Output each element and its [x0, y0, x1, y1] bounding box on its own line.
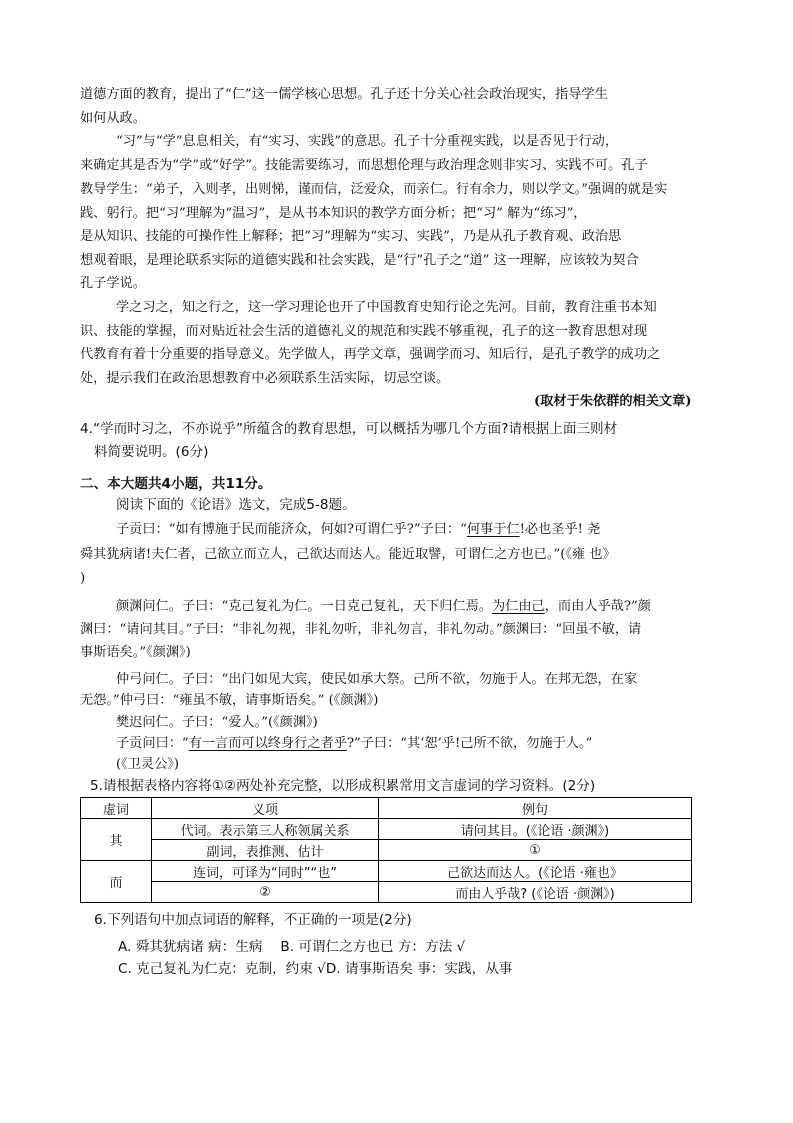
section-instruction: 阅读下面的《论语》选文，完成5-8题。 — [116, 497, 356, 513]
table-cell-meaning: 副词，表推测、估计 — [152, 840, 379, 861]
excerpt-line: 无怨。”仲弓曰：“雍虽不敏，请事斯语矣。” (《颜渊》) — [80, 693, 379, 708]
table-header-cell: 例句 — [379, 798, 692, 819]
passage-line: 代教育有着十分重要的指导意义。先学做人，再学文章，强调学而习、知后行，是孔子教学的成功之 — [80, 347, 661, 362]
table-header-cell: 义项 — [152, 798, 379, 819]
source-citation: (取材于朱依群的相关文章) — [534, 394, 692, 409]
passage-line: 是从知识、技能的可操作性上解释；把“习”理解为“实习、实践”，乃是从孔子教育观、政治思 — [80, 229, 622, 244]
table-cell-meaning: ② — [152, 882, 379, 903]
excerpt-line: 渊曰：“请问其目。”子曰：“非礼勿视，非礼勿听，非礼勿言，非礼勿动。”颜渊曰：“回虽不敏，请 — [80, 622, 642, 637]
passage-line: 教导学生：“弟子，入则孝，出则悌，谨而信，泛爱众，而亲仁。行有余力，则以学文。”强调的就是实 — [80, 182, 668, 197]
option-d: D. 请事斯语矣 事：实践，从事 — [325, 961, 513, 977]
table-cell-example: 而由人乎哉? (《论语 ·颜渊》) — [379, 882, 692, 903]
table-row — [81, 861, 692, 882]
excerpt-line: 子贡曰：“如有博施于民而能济众，何如?可谓仁乎?”子曰：“何事于仁!必也圣乎! 尧 — [116, 522, 601, 537]
excerpt-line: 颜渊问仁。子曰：“克己复礼为仁。一日克己复礼，天下归仁焉。为仁由己，而由人乎哉?”颜 — [116, 599, 651, 614]
excerpt-line: (《卫灵公》) — [116, 757, 180, 772]
option-line — [118, 960, 512, 978]
question-4: 4.“学而时习之，不亦说乎”所蕴含的教育思想，可以概括为哪几个方面?请根据上面三则材 — [80, 421, 618, 437]
passage-line: 想观着眼，是理论联系实际的道德实践和社会实践，是“行”孔子之“道” 这一理解，应该较为契合 — [80, 253, 639, 268]
passage-line: 识、技能的掌握，而对贴近社会生活的道德礼义的规范和实践不够重视，孔子的这一教育思想对现 — [80, 324, 648, 339]
vocab-table — [80, 797, 692, 903]
table-row — [81, 840, 692, 861]
table-cell-meaning: 连词，可译为“同时”“也” — [152, 861, 379, 882]
table-cell-word: 其 — [81, 819, 152, 861]
table-header-cell: 虚词 — [81, 798, 152, 819]
excerpt-line: 事斯语矣。”《颜渊》) — [80, 645, 191, 660]
table-cell-example: 己欲达而达人。(《论语 ·雍也》 — [379, 861, 692, 882]
table-cell-example: 请问其目。(《论语 ·颜渊》) — [379, 819, 692, 840]
excerpt-line: 仲弓问仁。子曰：“出门如见大宾，使民如承大祭。己所不欲，勿施于人。在邦无怨，在家 — [116, 672, 638, 687]
passage-line: 学之习之，知之行之，这一学习理论也开了中国教育史知行论之先河。目前，教育注重书本知 — [116, 300, 657, 315]
table-cell-meaning: 代词。表示第三人称领属关系 — [152, 819, 379, 840]
table-row — [81, 819, 692, 840]
excerpt-line: 舜其犹病诸!夫仁者，己欲立而立人，己欲达而达人。能近取譬，可谓仁之方也已。”(《雍 也》 — [80, 547, 616, 562]
question-4-cont: 料简要说明。(6分) — [94, 444, 209, 460]
table-header-row — [81, 798, 692, 819]
passage-line: 来确定其是否为“学”或“好学”。技能需要练习，而思想伦理与政治理念则非实习、实践不可。孔子 — [80, 158, 648, 173]
table-cell-example: ① — [379, 840, 692, 861]
passage-line: 如何从政。 — [80, 111, 146, 126]
option-c: C. 克己复礼为仁克：克制，约束 √ — [118, 961, 326, 977]
table-cell-word: 而 — [81, 861, 152, 903]
passage-line: 孔子学说。 — [80, 276, 146, 291]
passage-line: “习”与“学”息息相关，有“实习、实践”的意思。孔子十分重视实践，以是否见于行动， — [116, 134, 619, 149]
passage-line: 处，提示我们在政治思想教育中必须联系生活实际，切忌空谈。 — [80, 371, 450, 386]
option-a: A. 舜其犹病诸 病：生病 — [118, 939, 263, 955]
table-row — [81, 882, 692, 903]
section-heading: 二、本大题共4小题，共11分。 — [80, 476, 272, 492]
passage-line: 道德方面的教育，提出了“仁”这一儒学核心思想。孔子还十分关心社会政治现实，指导学生 — [80, 87, 608, 102]
passage-line: 践、躬行。把“习”理解为“温习”，是从书本知识的教学方面分析；把“习” 解为“练习”， — [80, 206, 587, 221]
option-line — [118, 938, 465, 956]
option-b: B. 可谓仁之方也已 方：方法 √ — [280, 939, 466, 955]
question-5: 5.请根据表格内容将①②两处补充完整，以形成积累常用文言虚词的学习资料。(2分) — [90, 778, 596, 794]
excerpt-line: ) — [80, 571, 86, 586]
excerpt-line: 子贡问曰：“有一言而可以终身行之者乎?”子曰：“其‘恕’乎!己所不欲，勿施于人。” — [116, 736, 593, 751]
question-6: 6.下列语句中加点词语的解释，不正确的一项是(2分) — [94, 912, 412, 928]
excerpt-line: 樊迟问仁。子曰：“爱人。”(《颜渊》) — [116, 715, 318, 730]
